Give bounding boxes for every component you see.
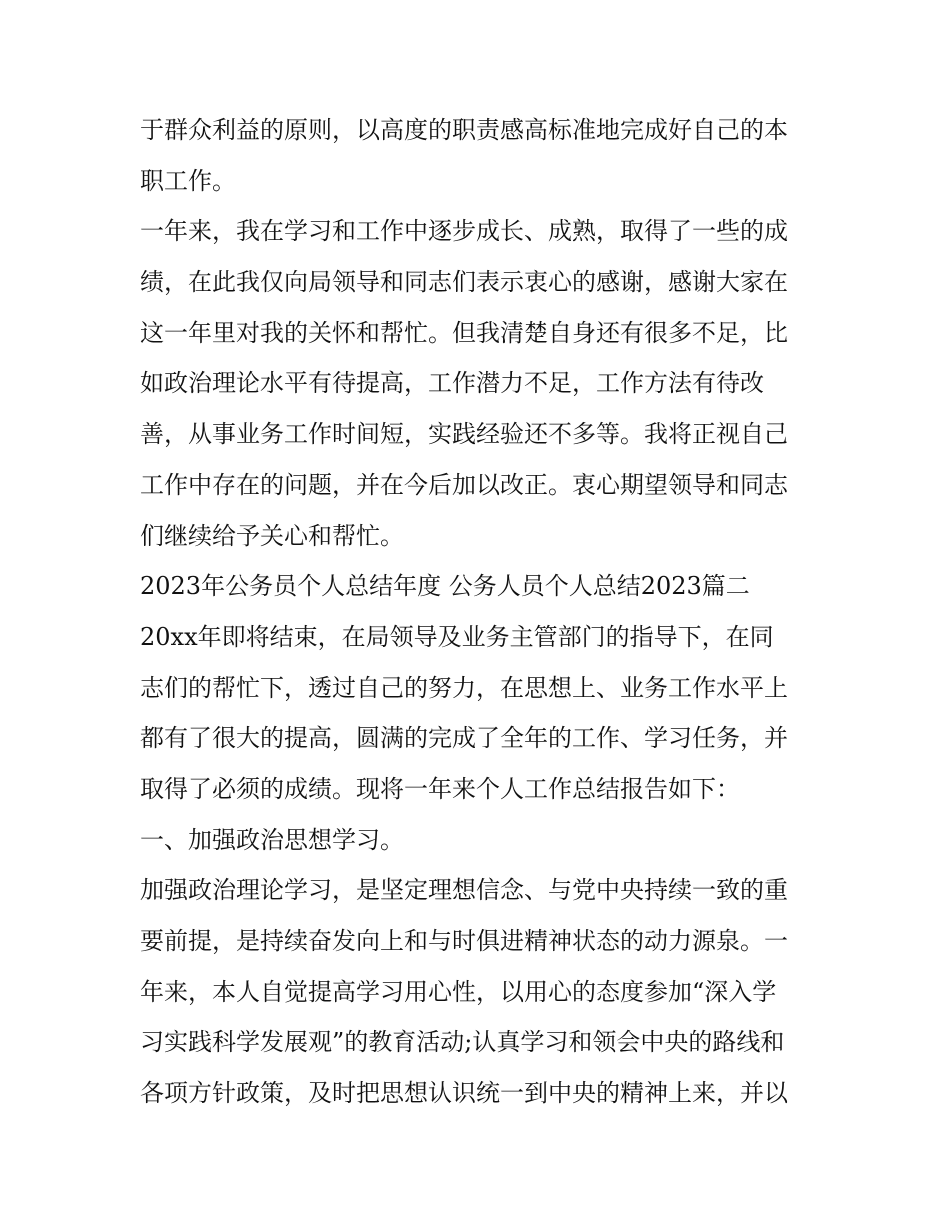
paragraph-line: 于群众利益的原则，以高度的职责感高标准地完成好自己的本	[140, 116, 788, 144]
paragraph-line: 职工作。	[140, 166, 236, 195]
paragraph-line: 年来，本人自觉提高学习用心性，以用心的态度参加“深入学	[140, 977, 777, 1006]
paragraph-line: 们继续给予关心和帮忙。	[140, 521, 404, 550]
paragraph-line: 各项方针政策，及时把思想认识统一到中央的精神上来，并以	[140, 1079, 788, 1108]
paragraph-line: 志们的帮忙下，透过自己的努力，在思想上、业务工作水平上	[140, 673, 788, 702]
paragraph-line: 一年来，我在学习和工作中逐步成长、成熟，取得了一些的成	[140, 217, 788, 246]
paragraph-line: 如政治理论水平有待提高，工作潜力不足，工作方法有待改	[140, 369, 764, 398]
subsection-heading: 一、加强政治思想学习。	[140, 825, 404, 854]
paragraph-line: 要前提，是持续奋发向上和与时俱进精神状态的动力源泉。一	[140, 927, 788, 955]
paragraph-line: 这一年里对我的关怀和帮忙。但我清楚自身还有很多不足，比	[140, 318, 788, 347]
paragraph-line: 加强政治理论学习，是坚定理想信念、与党中央持续一致的重	[140, 876, 788, 905]
paragraph-line: 绩，在此我仅向局领导和同志们表示衷心的感谢，感谢大家在	[140, 268, 788, 297]
paragraph-line: 习实践科学发展观”的教育活动;认真学习和领会中央的路线和	[140, 1028, 785, 1057]
document-body	[140, 105, 830, 1119]
paragraph-line: 取得了必须的成绩。现将一年来个人工作总结报告如下：	[140, 774, 740, 803]
paragraph-line: 工作中存在的问题，并在今后加以改正。衷心期望领导和同志	[140, 470, 788, 499]
paragraph-line: 都有了很大的提高，圆满的完成了全年的工作、学习任务，并	[140, 724, 788, 753]
paragraph-line: 20xx年即将结束，在局领导及业务主管部门的指导下，在同	[140, 622, 774, 651]
paragraph-line: 善，从事业务工作时间短，实践经验还不多等。我将正视自己	[140, 420, 788, 449]
section-heading: 2023年公务员个人总结年度 公务人员个人总结2023篇二	[140, 572, 750, 601]
